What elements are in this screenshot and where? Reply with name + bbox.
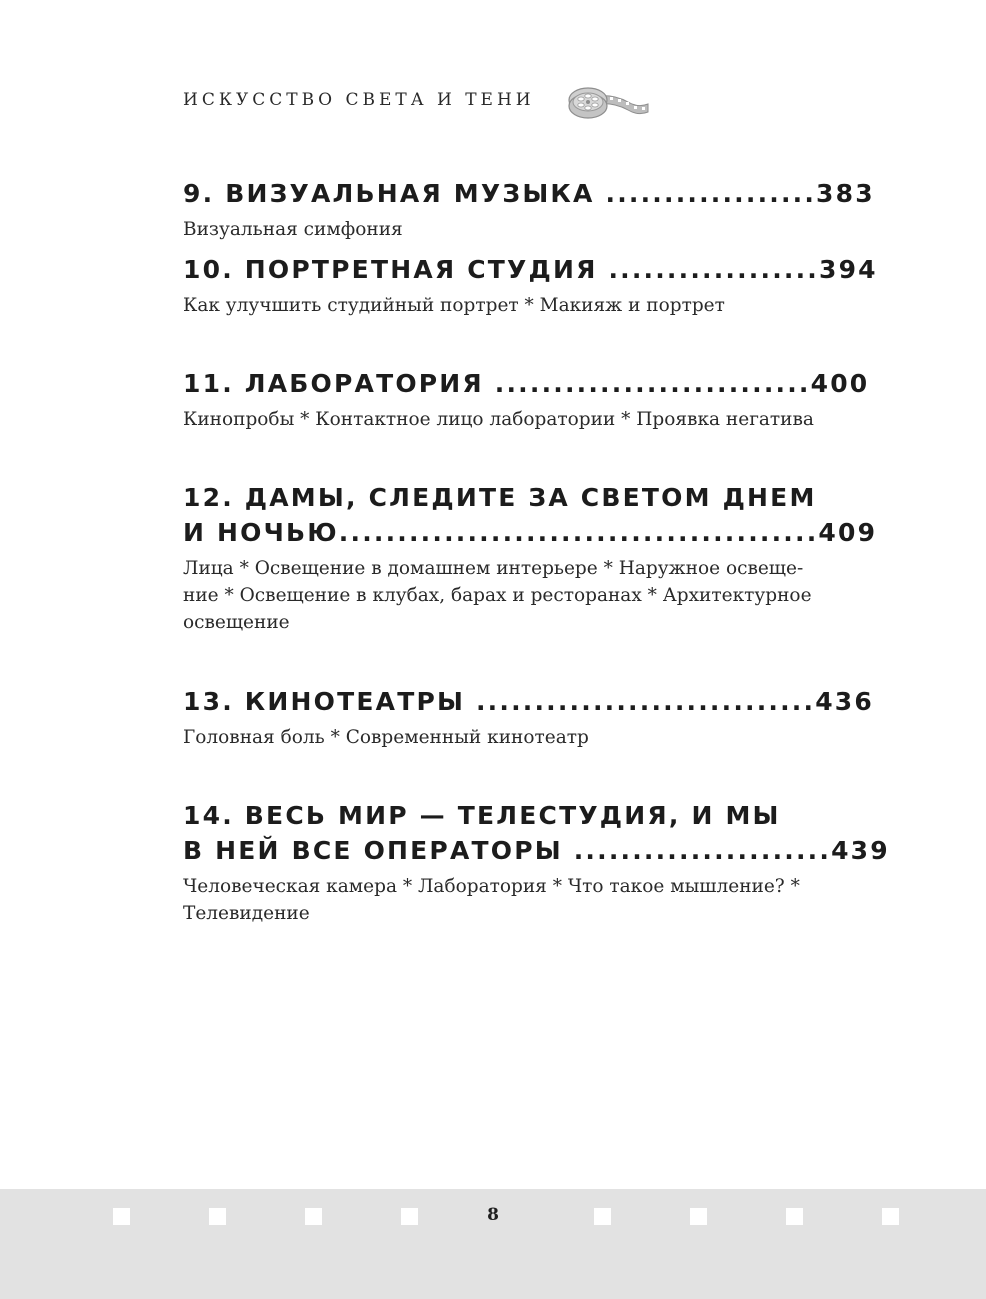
entry-description: Головная боль * Современный кинотеатр xyxy=(183,727,589,748)
entry-title-line: 11. ЛАБОРАТОРИЯ ...........................400 xyxy=(183,369,870,398)
toc-entry-11 xyxy=(183,366,870,433)
entry-title xyxy=(183,176,875,211)
film-reel-icon xyxy=(566,82,650,124)
entry-description: Как улучшить студийный портрет * Макияж и портрет xyxy=(183,295,725,316)
page-footer-band xyxy=(0,1189,986,1299)
toc-entry-12 xyxy=(183,480,878,636)
entry-description: Человеческая камера * Лаборатория * Что такое мышление? * Телевидение xyxy=(183,876,800,924)
entry-title-line: 14. ВЕСЬ МИР — ТЕЛЕСТУДИЯ, И МЫ xyxy=(183,801,781,830)
entry-title xyxy=(183,684,874,719)
entry-title xyxy=(183,366,870,401)
entry-title xyxy=(183,798,890,868)
entry-title-line: И НОЧЬЮ.........................................409 xyxy=(183,518,878,547)
film-perforation xyxy=(690,1208,707,1225)
entry-title-line: В НЕЙ ВСЕ ОПЕРАТОРЫ ......................439 xyxy=(183,836,890,865)
entry-title-line: 10. ПОРТРЕТНАЯ СТУДИЯ ..................394 xyxy=(183,255,878,284)
toc-entry-9 xyxy=(183,176,875,243)
entry-title xyxy=(183,480,878,550)
film-perforation xyxy=(594,1208,611,1225)
entry-description: Визуальная симфония xyxy=(183,219,403,240)
film-perforation xyxy=(882,1208,899,1225)
entry-description: Лица * Освещение в домашнем интерьере * Наружное освеще-ние * Освещение в клубах, барах и ресторанах * Архитектурное освещение xyxy=(183,558,812,633)
entry-title-line: 12. ДАМЫ, СЛЕДИТЕ ЗА СВЕТОМ ДНЕМ xyxy=(183,483,817,512)
toc-entry-14 xyxy=(183,798,890,927)
running-head-title: ИСКУССТВО СВЕТА И ТЕНИ xyxy=(183,90,535,110)
page-number: 8 xyxy=(487,1205,499,1225)
entry-description: Кинопробы * Контактное лицо лаборатории * Проявка негатива xyxy=(183,409,814,430)
entry-title-line: 13. КИНОТЕАТРЫ .............................436 xyxy=(183,687,874,716)
entry-title xyxy=(183,252,878,287)
film-perforation xyxy=(786,1208,803,1225)
entry-title-line: 9. ВИЗУАЛЬНАЯ МУЗЫКА ..................383 xyxy=(183,179,875,208)
toc-entry-13 xyxy=(183,684,874,751)
toc-entry-10 xyxy=(183,252,878,319)
